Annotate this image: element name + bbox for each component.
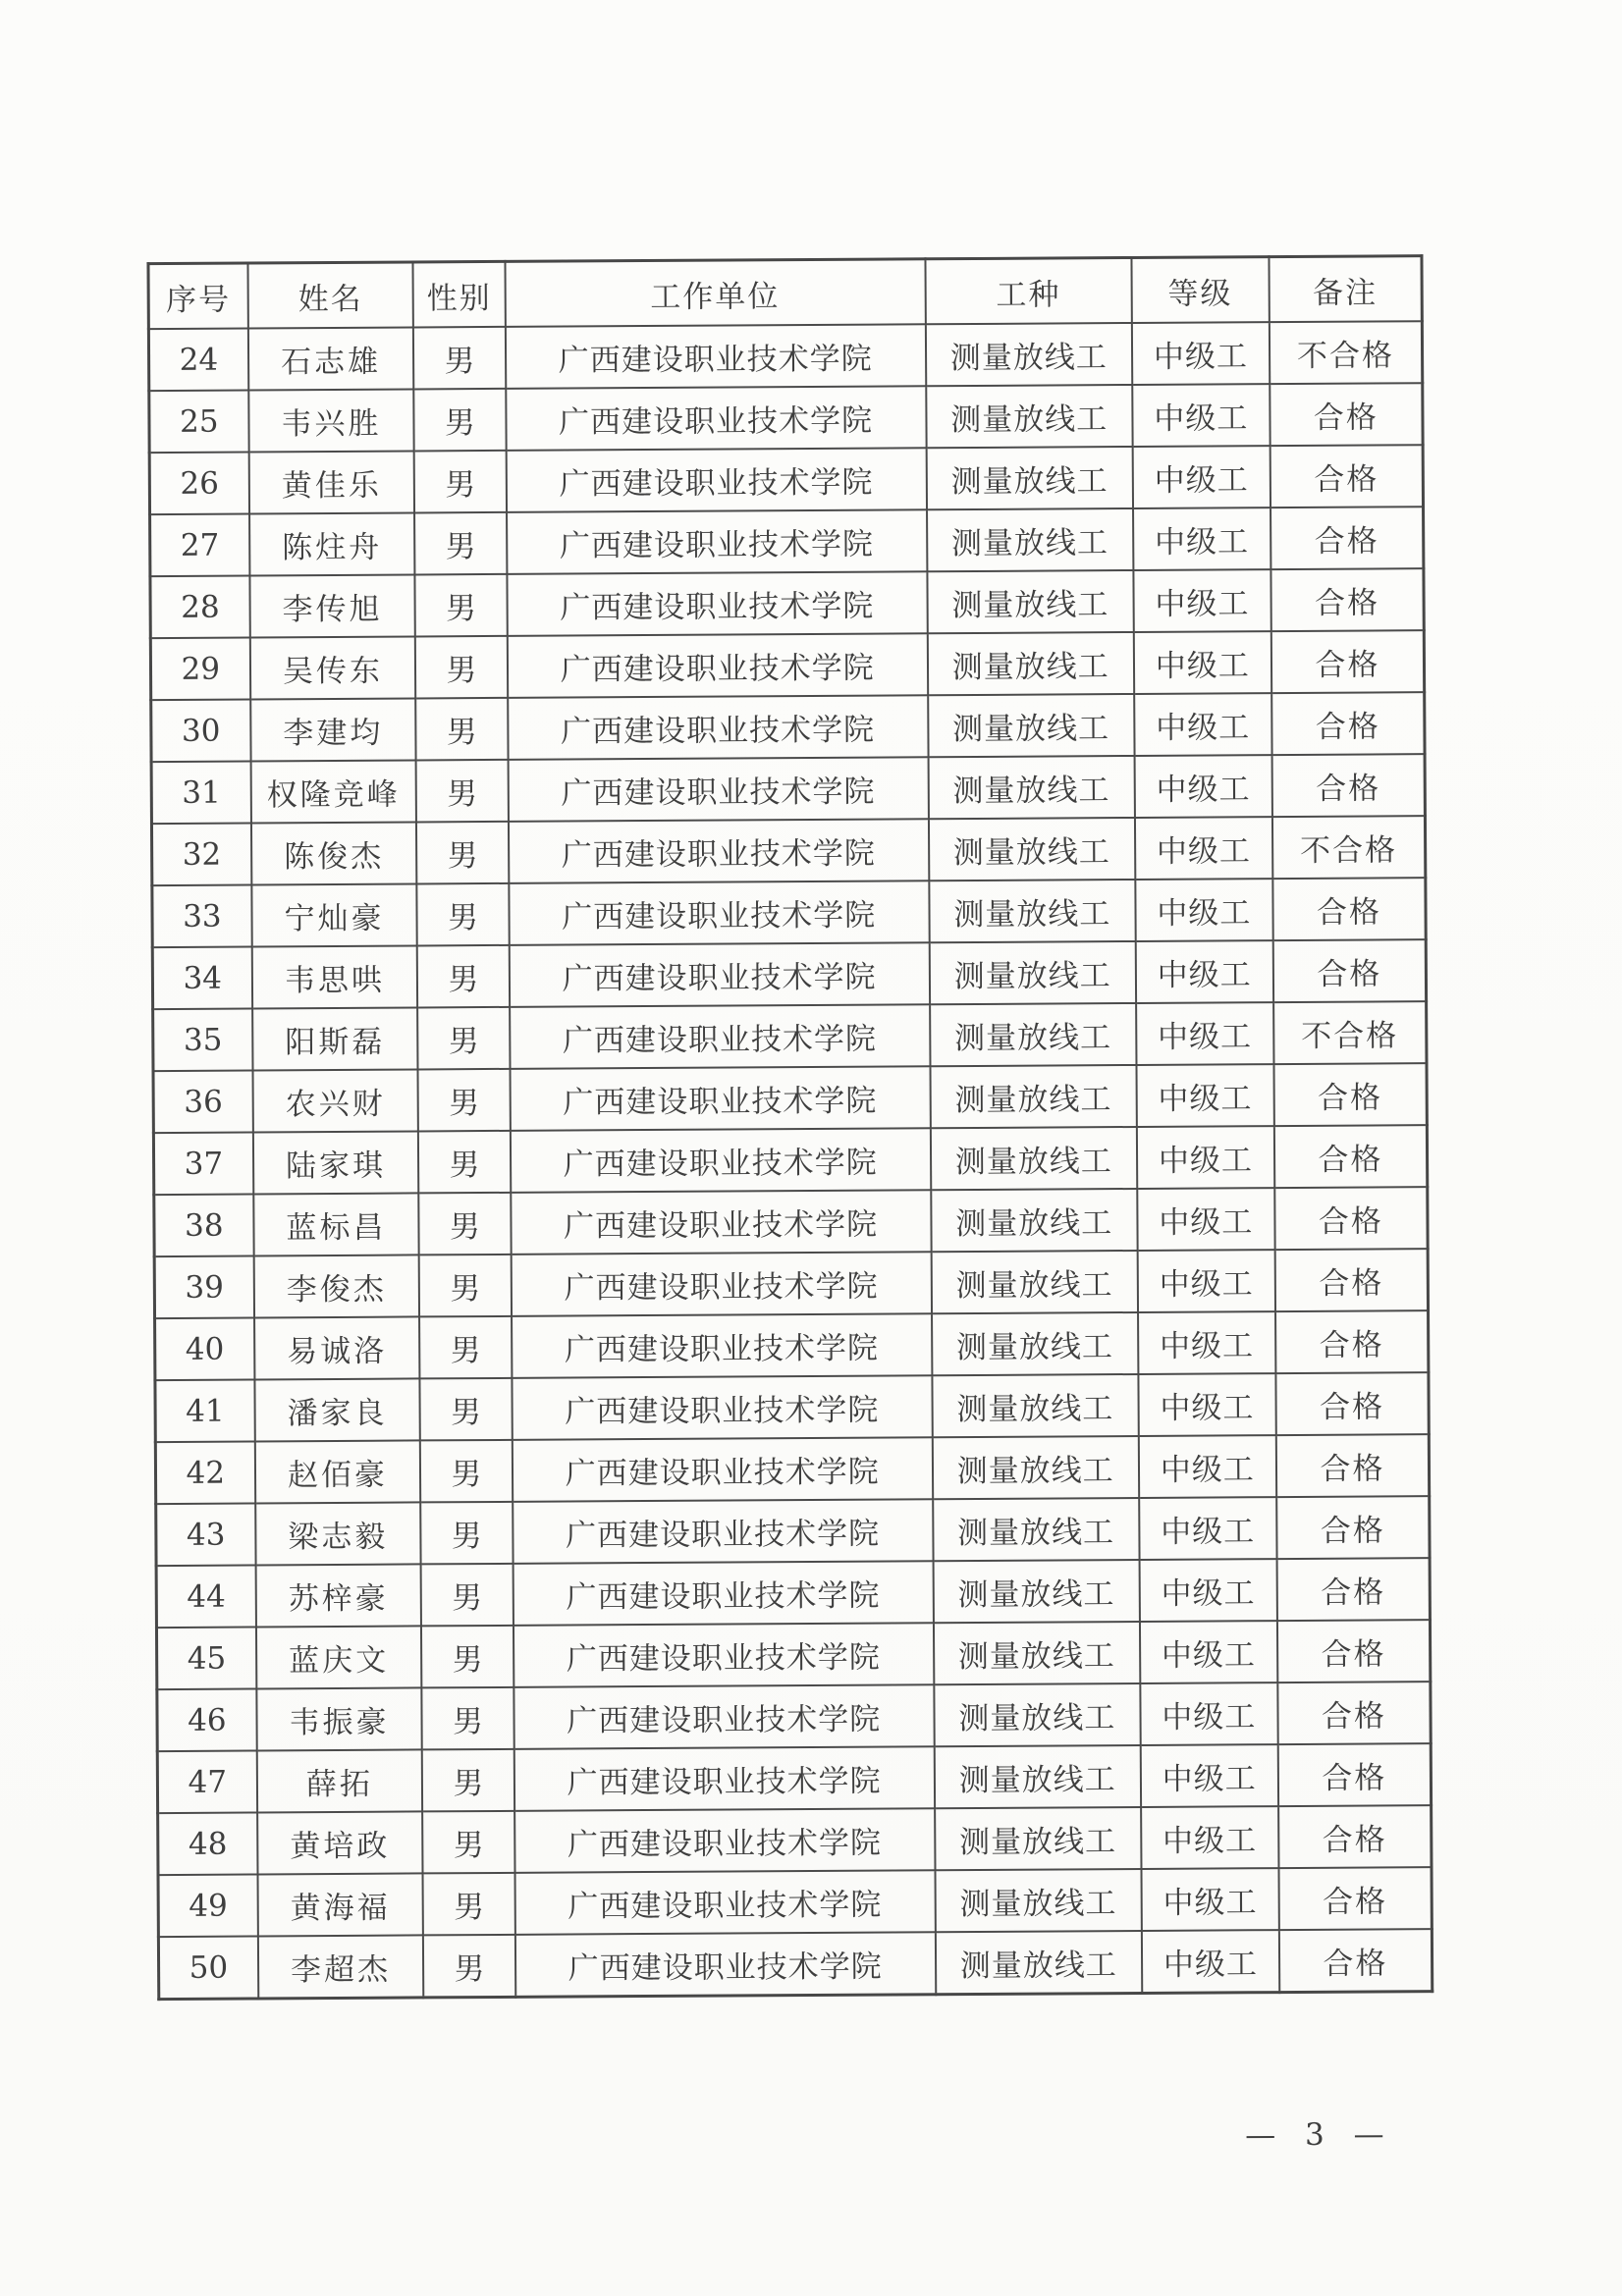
cell-remark: 合格: [1274, 1187, 1428, 1250]
cell-gender: 男: [417, 1007, 510, 1070]
cell-trade: 测量放线工: [930, 1065, 1136, 1128]
cell-remark: 合格: [1277, 1682, 1431, 1744]
cell-name: 蓝标昌: [253, 1193, 419, 1255]
cell-no: 38: [154, 1194, 254, 1256]
cell-level: 中级工: [1137, 1188, 1274, 1251]
cell-remark: 合格: [1271, 754, 1425, 817]
cell-unit: 广西建设职业技术学院: [511, 1128, 931, 1193]
cell-unit: 广西建设职业技术学院: [514, 1623, 934, 1687]
cell-no: 36: [153, 1070, 253, 1133]
cell-level: 中级工: [1133, 507, 1271, 570]
cell-trade: 测量放线工: [929, 880, 1135, 942]
cell-gender: 男: [421, 1626, 514, 1688]
cell-gender: 男: [414, 389, 507, 452]
header-cell-no: 序号: [148, 263, 248, 329]
cell-unit: 广西建设职业技术学院: [507, 571, 927, 636]
cell-remark: 合格: [1275, 1372, 1429, 1435]
cell-trade: 测量放线工: [935, 1869, 1141, 1932]
cell-no: 49: [158, 1874, 258, 1937]
cell-remark: 合格: [1279, 1929, 1433, 1992]
cell-level: 中级工: [1132, 322, 1270, 385]
cell-unit: 广西建设职业技术学院: [515, 1932, 936, 1997]
cell-level: 中级工: [1132, 384, 1270, 447]
cell-trade: 测量放线工: [929, 941, 1135, 1004]
cell-unit: 广西建设职业技术学院: [514, 1870, 935, 1935]
cell-gender: 男: [418, 1069, 511, 1132]
cell-no: 41: [155, 1379, 255, 1442]
cell-remark: 合格: [1278, 1867, 1432, 1930]
table-row: [154, 1249, 1428, 1318]
cell-unit: 广西建设职业技术学院: [512, 1313, 932, 1378]
cell-no: 33: [152, 884, 252, 947]
cell-level: 中级工: [1133, 569, 1271, 632]
cell-unit: 广西建设职业技术学院: [513, 1561, 933, 1626]
cell-unit: 广西建设职业技术学院: [508, 695, 928, 760]
table-row: [151, 754, 1425, 824]
cell-gender: 男: [418, 1131, 511, 1194]
cell-unit: 广西建设职业技术学院: [511, 1190, 931, 1255]
cell-remark: 合格: [1278, 1805, 1432, 1868]
cell-no: 30: [151, 699, 251, 762]
cell-trade: 测量放线工: [931, 1189, 1137, 1252]
table-row: [150, 568, 1424, 638]
cell-gender: 男: [413, 327, 506, 390]
cell-unit: 广西建设职业技术学院: [512, 1437, 932, 1502]
cell-level: 中级工: [1134, 631, 1271, 694]
cell-unit: 广西建设职业技术学院: [506, 386, 926, 451]
results-table-header: [148, 256, 1422, 329]
cell-gender: 男: [419, 1193, 512, 1255]
cell-no: 25: [149, 390, 249, 453]
table-row: [158, 1867, 1432, 1937]
cell-gender: 男: [423, 1935, 515, 1998]
cell-unit: 广西建设职业技术学院: [514, 1808, 935, 1873]
cell-trade: 测量放线工: [935, 1807, 1141, 1870]
cell-gender: 男: [415, 574, 508, 637]
cell-gender: 男: [421, 1564, 514, 1627]
cell-gender: 男: [422, 1749, 514, 1812]
cell-level: 中级工: [1139, 1435, 1276, 1498]
results-table: [146, 254, 1433, 2001]
cell-name: 宁灿豪: [251, 883, 417, 946]
cell-trade: 测量放线工: [927, 508, 1133, 571]
cell-remark: 合格: [1271, 507, 1424, 569]
table-row: [152, 878, 1426, 947]
table-row: [156, 1496, 1430, 1566]
cell-level: 中级工: [1138, 1373, 1275, 1436]
cell-no: 31: [151, 761, 251, 824]
cell-no: 50: [158, 1936, 258, 1999]
cell-trade: 测量放线工: [932, 1436, 1138, 1499]
cell-trade: 测量放线工: [930, 1003, 1136, 1066]
cell-name: 李建均: [250, 698, 416, 761]
cell-gender: 男: [416, 760, 509, 823]
cell-trade: 测量放线工: [934, 1745, 1140, 1808]
cell-trade: 测量放线工: [934, 1683, 1140, 1746]
cell-name: 韦思哄: [251, 945, 417, 1008]
cell-gender: 男: [422, 1811, 514, 1874]
cell-no: 40: [155, 1317, 255, 1380]
cell-gender: 男: [420, 1502, 513, 1565]
cell-remark: 合格: [1276, 1496, 1430, 1559]
cell-unit: 广西建设职业技术学院: [507, 633, 927, 698]
cell-remark: 合格: [1273, 1063, 1427, 1126]
cell-name: 李传旭: [249, 574, 415, 637]
cell-trade: 测量放线工: [933, 1498, 1139, 1561]
cell-gender: 男: [416, 822, 509, 884]
cell-no: 46: [157, 1688, 257, 1751]
cell-unit: 广西建设职业技术学院: [511, 1252, 931, 1316]
cell-name: 吴传东: [249, 636, 415, 699]
cell-level: 中级工: [1136, 1002, 1273, 1065]
cell-remark: 合格: [1273, 939, 1427, 1002]
cell-gender: 男: [419, 1316, 512, 1379]
table-row: [150, 507, 1424, 576]
cell-remark: 合格: [1270, 445, 1423, 507]
cell-level: 中级工: [1134, 693, 1271, 756]
cell-remark: 合格: [1271, 630, 1425, 693]
table-row: [158, 1929, 1432, 1999]
table-row: [156, 1558, 1430, 1628]
cell-level: 中级工: [1136, 1064, 1273, 1127]
cell-level: 中级工: [1141, 1868, 1278, 1931]
page-number: — 3 —: [1245, 2116, 1394, 2154]
cell-gender: 男: [415, 636, 508, 699]
cell-remark: 合格: [1276, 1434, 1430, 1497]
cell-level: 中级工: [1139, 1497, 1276, 1560]
cell-unit: 广西建设职业技术学院: [509, 881, 929, 945]
cell-level: 中级工: [1142, 1930, 1279, 1993]
cell-trade: 测量放线工: [929, 818, 1135, 881]
cell-no: 37: [153, 1132, 253, 1195]
results-table-wrap: [146, 254, 1433, 2001]
cell-name: 韦振豪: [256, 1687, 422, 1750]
cell-gender: 男: [417, 883, 510, 946]
cell-name: 梁志毅: [255, 1502, 421, 1565]
cell-level: 中级工: [1135, 817, 1272, 880]
header-cell-unit: 工作单位: [505, 259, 925, 327]
cell-no: 43: [156, 1503, 256, 1566]
cell-unit: 广西建设职业技术学院: [512, 1375, 932, 1440]
table-row: [153, 1001, 1427, 1071]
cell-level: 中级工: [1140, 1621, 1277, 1683]
cell-trade: 测量放线工: [936, 1931, 1142, 1995]
cell-remark: 合格: [1274, 1249, 1428, 1311]
cell-gender: 男: [419, 1255, 512, 1317]
cell-trade: 测量放线工: [934, 1622, 1140, 1684]
cell-unit: 广西建设职业技术学院: [506, 448, 926, 512]
cell-name: 易诚洛: [254, 1316, 420, 1379]
cell-no: 32: [151, 823, 251, 885]
cell-remark: 不合格: [1273, 1001, 1427, 1064]
cell-unit: 广西建设职业技术学院: [513, 1499, 933, 1564]
cell-no: 34: [152, 946, 252, 1009]
cell-unit: 广西建设职业技术学院: [514, 1684, 934, 1749]
cell-level: 中级工: [1140, 1682, 1277, 1745]
cell-remark: 不合格: [1272, 816, 1426, 879]
table-row: [150, 630, 1424, 700]
cell-name: 黄海福: [257, 1873, 423, 1936]
cell-remark: 合格: [1270, 383, 1423, 446]
cell-name: 潘家良: [254, 1378, 420, 1441]
cell-no: 45: [156, 1627, 256, 1689]
cell-name: 陈炷舟: [249, 512, 415, 575]
cell-name: 赵佰豪: [254, 1440, 420, 1503]
cell-level: 中级工: [1134, 755, 1271, 818]
table-row: [153, 1125, 1427, 1195]
cell-no: 27: [150, 513, 250, 576]
cell-gender: 男: [414, 451, 507, 513]
cell-name: 李超杰: [258, 1935, 424, 1999]
header-cell-gender: 性别: [413, 261, 506, 327]
cell-level: 中级工: [1137, 1250, 1274, 1312]
cell-name: 权隆竞峰: [250, 760, 416, 823]
table-row: [155, 1310, 1429, 1380]
cell-trade: 测量放线工: [927, 632, 1133, 695]
cell-no: 24: [148, 328, 248, 391]
cell-level: 中级工: [1138, 1311, 1275, 1374]
cell-trade: 测量放线工: [926, 447, 1132, 509]
table-row: [153, 1063, 1427, 1133]
cell-unit: 广西建设职业技术学院: [514, 1746, 934, 1811]
cell-trade: 测量放线工: [931, 1127, 1137, 1190]
cell-level: 中级工: [1135, 879, 1272, 941]
cell-no: 35: [153, 1008, 253, 1071]
header-cell-remark: 备注: [1269, 256, 1422, 322]
cell-level: 中级工: [1132, 446, 1270, 508]
cell-unit: 广西建设职业技术学院: [510, 1066, 930, 1131]
cell-no: 29: [150, 637, 250, 700]
cell-name: 苏梓豪: [255, 1564, 421, 1627]
cell-unit: 广西建设职业技术学院: [509, 819, 929, 883]
cell-remark: 合格: [1274, 1125, 1428, 1188]
cell-gender: 男: [420, 1440, 513, 1503]
cell-level: 中级工: [1137, 1126, 1274, 1189]
table-row: [158, 1805, 1432, 1875]
table-row: [151, 692, 1425, 762]
cell-level: 中级工: [1139, 1559, 1276, 1622]
cell-name: 黄佳乐: [248, 451, 414, 513]
cell-name: 陈俊杰: [251, 822, 417, 884]
cell-level: 中级工: [1135, 940, 1272, 1003]
cell-level: 中级工: [1141, 1806, 1278, 1869]
cell-remark: 合格: [1271, 568, 1424, 631]
cell-name: 蓝庆文: [256, 1626, 422, 1688]
cell-unit: 广西建设职业技术学院: [506, 324, 926, 389]
cell-trade: 测量放线工: [931, 1251, 1137, 1313]
cell-unit: 广西建设职业技术学院: [507, 509, 927, 574]
table-row: [155, 1434, 1429, 1504]
cell-name: 薛拓: [256, 1749, 422, 1812]
table-row: [156, 1620, 1430, 1689]
cell-remark: 合格: [1277, 1620, 1431, 1682]
cell-name: 阳斯磊: [252, 1007, 418, 1070]
cell-remark: 合格: [1278, 1743, 1432, 1806]
cell-unit: 广西建设职业技术学院: [510, 1004, 930, 1069]
table-row: [155, 1372, 1429, 1442]
cell-gender: 男: [420, 1378, 513, 1441]
cell-trade: 测量放线工: [927, 570, 1133, 633]
header-cell-trade: 工种: [925, 257, 1132, 324]
cell-name: 李俊杰: [253, 1255, 419, 1317]
cell-unit: 广西建设职业技术学院: [508, 757, 928, 822]
cell-no: 44: [156, 1565, 256, 1628]
table-row: [149, 383, 1423, 453]
cell-name: 陆家琪: [253, 1131, 419, 1194]
cell-trade: 测量放线工: [928, 756, 1134, 819]
table-row: [154, 1187, 1428, 1256]
cell-name: 韦兴胜: [248, 389, 414, 452]
cell-gender: 男: [414, 512, 507, 575]
cell-trade: 测量放线工: [926, 385, 1132, 448]
table-row: [149, 445, 1423, 514]
cell-remark: 不合格: [1270, 321, 1423, 384]
cell-remark: 合格: [1272, 878, 1426, 940]
cell-no: 48: [158, 1812, 258, 1875]
results-table-body: [148, 321, 1432, 1999]
cell-no: 42: [155, 1441, 255, 1504]
cell-trade: 测量放线工: [928, 694, 1134, 757]
cell-name: 农兴财: [252, 1069, 418, 1132]
cell-gender: 男: [415, 698, 508, 761]
table-row: [152, 939, 1426, 1009]
header-cell-level: 等级: [1131, 257, 1269, 323]
table-row: [157, 1682, 1431, 1751]
cell-trade: 测量放线工: [932, 1312, 1138, 1375]
cell-no: 39: [154, 1255, 254, 1318]
cell-unit: 广西建设职业技术学院: [509, 942, 929, 1007]
cell-gender: 男: [417, 945, 510, 1008]
header-cell-name: 姓名: [247, 262, 413, 329]
cell-gender: 男: [423, 1873, 515, 1936]
cell-trade: 测量放线工: [926, 323, 1132, 386]
table-row: [157, 1743, 1431, 1813]
cell-name: 黄培政: [257, 1811, 423, 1874]
cell-gender: 男: [422, 1687, 514, 1750]
cell-remark: 合格: [1271, 692, 1425, 755]
table-row: [148, 321, 1422, 391]
cell-no: 26: [149, 452, 249, 514]
cell-name: 石志雄: [248, 327, 414, 390]
cell-trade: 测量放线工: [933, 1560, 1139, 1623]
cell-remark: 合格: [1275, 1310, 1429, 1373]
cell-no: 28: [150, 575, 250, 638]
cell-no: 47: [157, 1750, 257, 1813]
header-row: [148, 256, 1422, 329]
table-row: [151, 816, 1425, 885]
cell-level: 中级工: [1140, 1744, 1277, 1807]
cell-trade: 测量放线工: [932, 1374, 1138, 1437]
cell-remark: 合格: [1276, 1558, 1430, 1621]
